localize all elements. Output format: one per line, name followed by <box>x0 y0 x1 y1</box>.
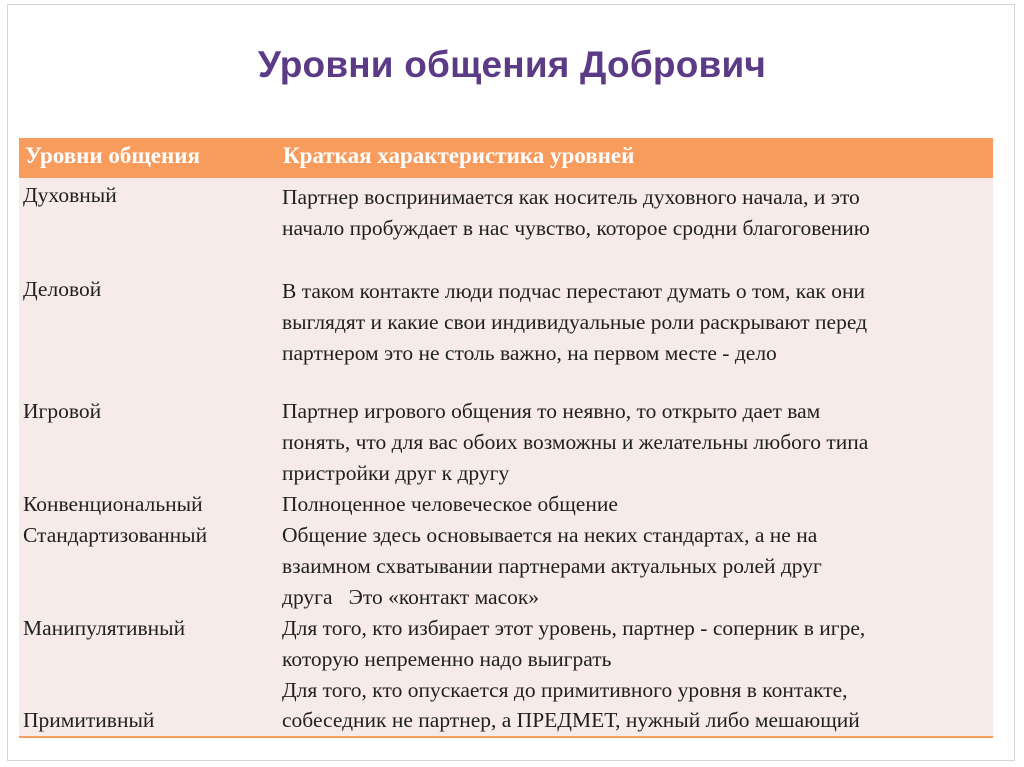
row-level: Стандартизованный <box>23 523 208 547</box>
table-header <box>19 138 993 178</box>
header-levels: Уровни общения <box>25 143 200 168</box>
row-description-line: выглядят и какие свои индивидуальные роли раскрывают перед <box>282 310 868 334</box>
row-description-line: Общение здесь основывается на неких стандартах, а не на <box>282 523 818 547</box>
row-description-line: которую непременно надо выиграть <box>282 647 612 671</box>
table-bottom-border <box>19 736 993 738</box>
row-description-line: Партнер воспринимается как носитель духовного начала, и это <box>282 185 860 209</box>
row-description-line: Для того, кто избирает этот уровень, партнер - соперник в игре, <box>282 616 866 640</box>
row-description-line: В таком контакте люди подчас перестают думать о том, как они <box>282 279 866 303</box>
row-description-line: Партнер игрового общения то неявно, то открыто дает вам <box>282 399 821 423</box>
row-level: Духовный <box>23 183 117 207</box>
row-description-line: пристройки друг к другу <box>282 461 510 485</box>
row-level: Конвенциональный <box>23 492 203 516</box>
row-description-line: взаимном схватывании партнерами актуальных ролей друг <box>282 554 822 578</box>
slide-title: Уровни общения Добрович <box>257 44 767 85</box>
row-level: Игровой <box>23 399 102 423</box>
row-level: Манипулятивный <box>23 616 186 640</box>
row-level: Деловой <box>23 277 102 301</box>
levels-table <box>19 138 993 738</box>
row-description-line: друга Это «контакт масок» <box>282 585 540 609</box>
row-description-line: собеседник не партнер, а ПРЕДМЕТ, нужный либо мешающий <box>282 708 860 732</box>
row-description-line: Для того, кто опускается до примитивного уровня в контакте, <box>282 678 848 702</box>
row-description-line: понять, что для вас обоих возможны и желательны любого типа <box>282 430 869 454</box>
header-description: Краткая характеристика уровней <box>283 143 635 168</box>
row-description-line: начало пробуждает в нас чувство, которое сродни благоговению <box>282 216 870 240</box>
row-description-line: Полноценное человеческое общение <box>282 492 618 516</box>
row-description-line: партнером это не столь важно, на первом месте - дело <box>282 341 777 365</box>
row-level: Примитивный <box>23 708 155 732</box>
